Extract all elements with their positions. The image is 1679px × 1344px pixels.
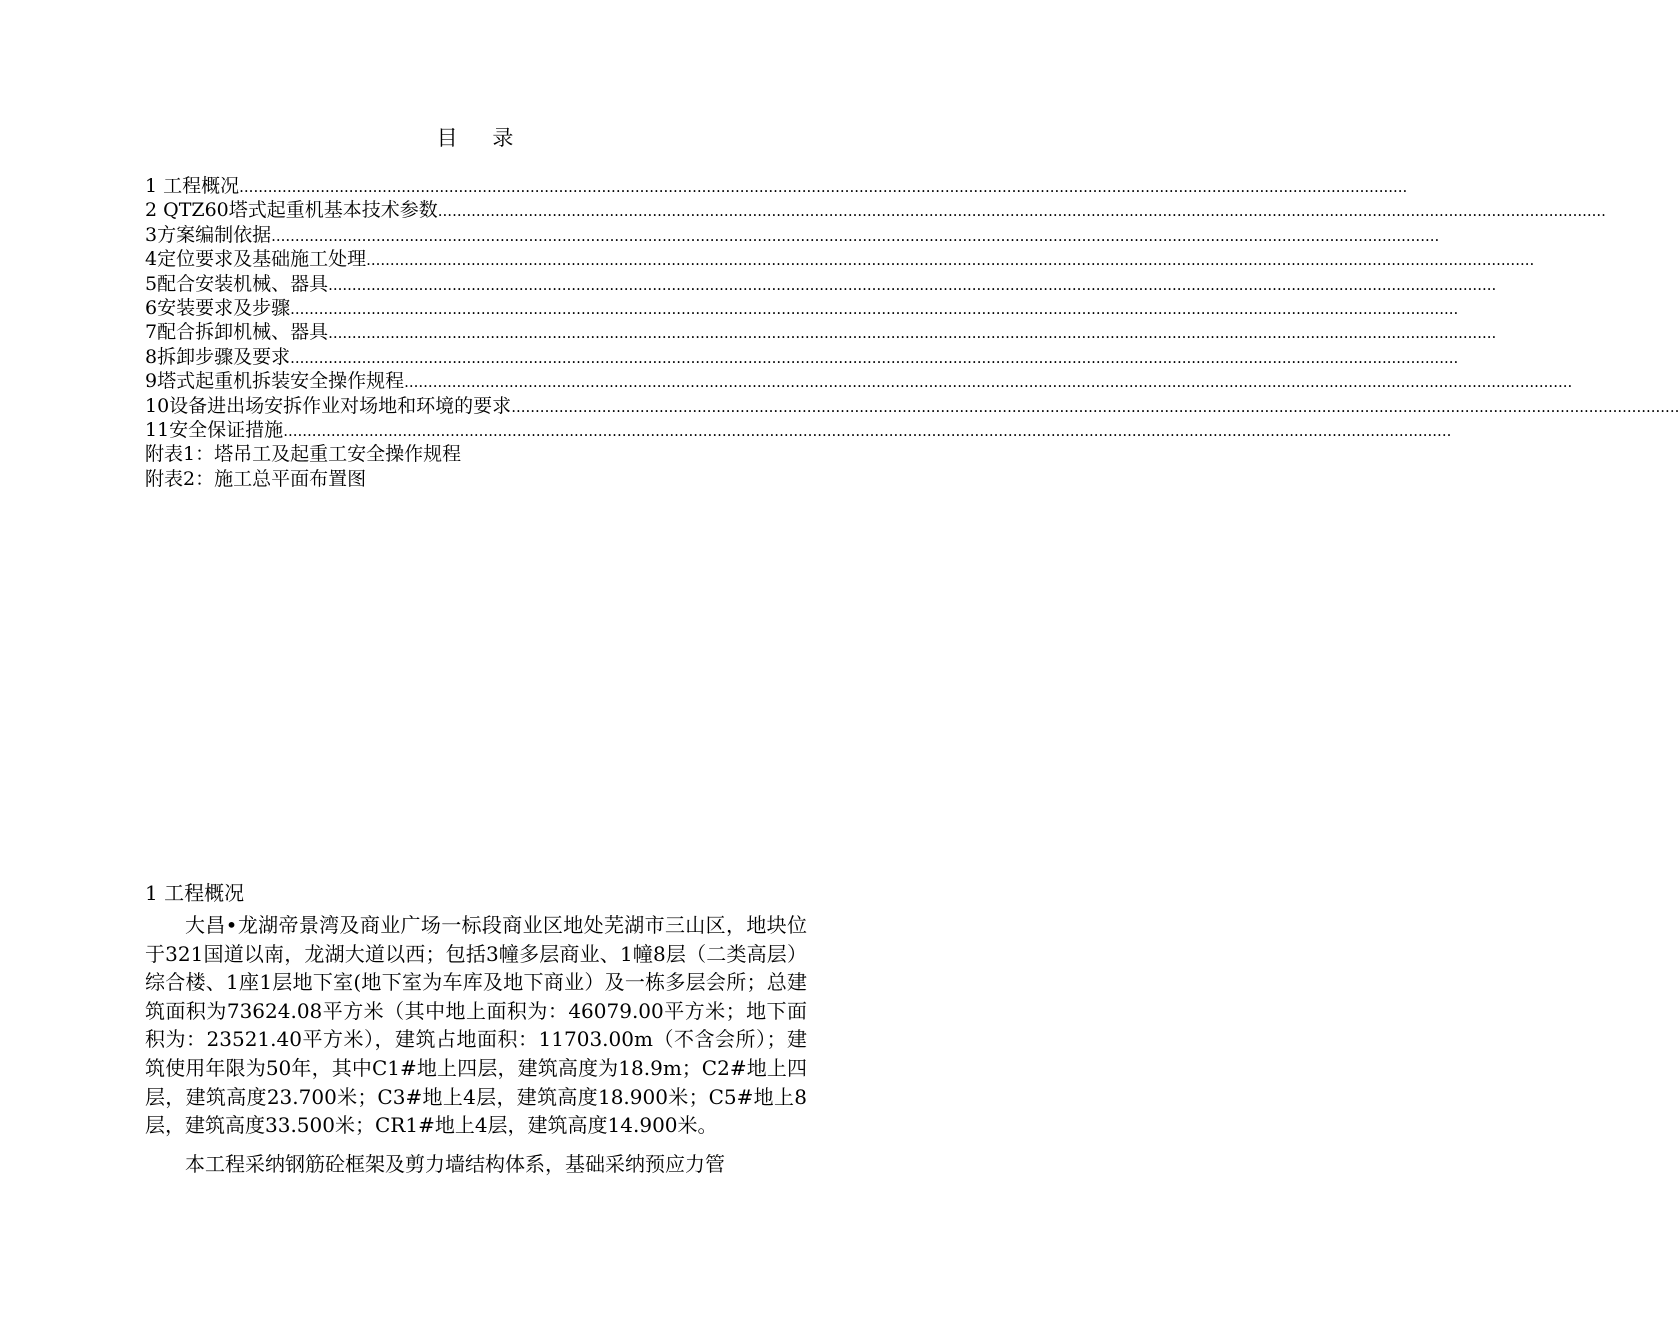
toc-item-10[interactable] (145, 394, 1679, 418)
body-paragraph: 大昌•龙湖帝景湾及商业广场一标段商业区地处芜湖市三山区，地块位于321国道以南，龙湖大道以西；包括3幢多层商业、1幢8层（二类高层）综合楼、1座1层地下室(地下室为车库及地下商业）及一栋多层会所；总建筑面积为73624.08平方米（其中地上面积为：46079.00平方米；地下面积为：23521.40平方米），建筑占地面积：11703.00m（不含会所）；建筑使用年限为50年，其中C1#地上四层，建筑高度为18.9m；C2#地上四层，建筑高度23.700米；C3#地上4层，建筑高度18.900米；C5#地上8层，建筑高度33.500米；CR1#地上4层，建筑高度14.900米。 (145, 913, 807, 1138)
toc-leader-dots: ..................................................................................................................................................................................................................................................... (511, 397, 1679, 416)
toc-item-9[interactable] (145, 369, 1573, 393)
toc-item-5[interactable] (145, 272, 1497, 296)
table-of-contents (145, 174, 1679, 491)
toc-leader-dots: ..................................................................................................................................................................................................................................................... (328, 324, 1497, 343)
toc-leader-dots: ..................................................................................................................................................................................................................................................... (290, 299, 1459, 318)
toc-item-label: 7配合拆卸机械、器具 (145, 321, 329, 344)
toc-leader-dots: ..................................................................................................................................................................................................................................................... (404, 373, 1573, 392)
toc-item-label: 5配合安装机械、器具 (145, 272, 329, 295)
toc-item-label: 3方案编制依据 (145, 223, 272, 246)
toc-item-label: 8拆卸步骤及要求 (145, 345, 291, 368)
toc-leader-dots: ..................................................................................................................................................................................................................................................... (271, 226, 1440, 245)
toc-item-7[interactable] (145, 320, 1497, 344)
toc-title: 目 录 (436, 126, 528, 150)
toc-leader-dots: ..................................................................................................................................................................................................................................................... (366, 251, 1535, 270)
toc-item-8[interactable] (145, 345, 1459, 369)
toc-item-4[interactable] (145, 247, 1535, 271)
toc-leader-dots: ..................................................................................................................................................................................................................................................... (283, 421, 1452, 440)
toc-item-label: 2 QTZ60塔式起重机基本技术参数 (145, 199, 438, 222)
toc-appendix-2[interactable]: 附表2：施工总平面布置图 (145, 467, 367, 490)
toc-leader-dots: ..................................................................................................................................................................................................................................................... (239, 178, 1408, 196)
toc-leader-dots: ..................................................................................................................................................................................................................................................... (437, 202, 1606, 221)
body-paragraph: 本工程采纳钢筋砼框架及剪力墙结构体系，基础采纳预应力管 (185, 1151, 725, 1176)
toc-item-6[interactable] (145, 296, 1459, 320)
toc-leader-dots: ..................................................................................................................................................................................................................................................... (328, 275, 1497, 294)
toc-item-label: 4定位要求及基础施工处理 (145, 248, 367, 271)
toc-item-label: 6安装要求及步骤 (145, 296, 291, 319)
toc-item-label: 1 工程概况 (145, 175, 240, 197)
toc-item-2[interactable] (145, 198, 1606, 222)
toc-leader-dots: ..................................................................................................................................................................................................................................................... (290, 348, 1459, 367)
section-project-overview (145, 879, 807, 1178)
toc-item-3[interactable] (145, 223, 1440, 247)
toc-appendix-1[interactable]: 附表1：塔吊工及起重工安全操作规程 (145, 443, 462, 466)
toc-item-11[interactable] (145, 418, 1452, 442)
toc-item-label: 9塔式起重机拆装安全操作规程 (145, 370, 405, 393)
toc-item-1[interactable] (145, 174, 1408, 198)
toc-item-label: 10设备进出场安拆作业对场地和环境的要求 (145, 394, 512, 417)
section-heading: 1 工程概况 (145, 881, 245, 905)
toc-item-label: 11安全保证措施 (145, 418, 284, 441)
